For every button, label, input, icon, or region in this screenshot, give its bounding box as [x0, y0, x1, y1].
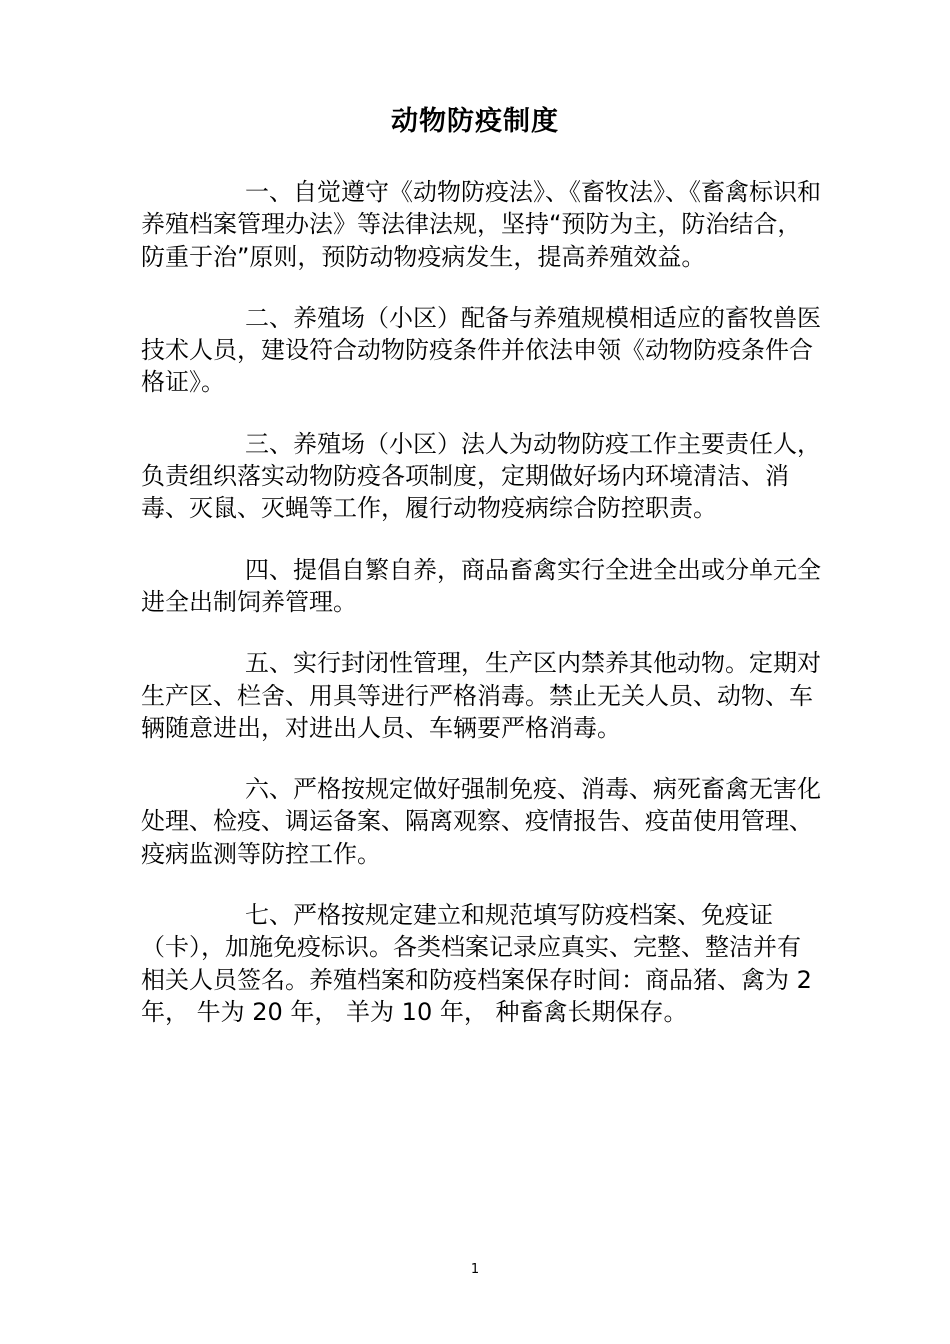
paragraph-6: 六、严格按规定做好强制免疫、消毒、病死畜禽无害化处理、检疫、调运备案、隔离观察、疫情报告、疫苗使用管理、疫病监测等防控工作。 [141, 775, 821, 868]
page-number: 1 [470, 1262, 480, 1277]
paragraph-1: 一、自觉遵守《动物防疫法》、《畜牧法》、《畜禽标识和养殖档案管理办法》等法律法规，坚持“预防为主，防治结合，防重于治”原则，预防动物疫病发生，提高养殖效益。 [141, 178, 821, 271]
document-body [141, 176, 821, 1057]
paragraph-3: 三、养殖场（小区）法人为动物防疫工作主要责任人，负责组织落实动物防疫各项制度，定期做好场内环境清洁、消毒、灭鼠、灭蝇等工作，履行动物疫病综合防控职责。 [141, 429, 821, 523]
paragraph-2: 二、养殖场（小区）配备与养殖规模相适应的畜牧兽医技术人员，建设符合动物防疫条件并依法申领《动物防疫条件合格证》。 [141, 303, 821, 397]
paragraph-7: 七、严格按规定建立和规范填写防疫档案、免疫证（卡），加施免疫标识。各类档案记录应真实、完整、整洁并有相关人员签名。养殖档案和防疫档案保存时间：商品猪、禽为 2 年， 牛为 20 年， 羊为 10 年， 种畜禽长期保存。 [141, 901, 820, 1026]
paragraph-4: 四、提倡自繁自养，商品畜禽实行全进全出或分单元全进全出制饲养管理。 [141, 555, 821, 616]
paragraph-5: 五、实行封闭性管理，生产区内禁养其他动物。定期对生产区、栏舍、用具等进行严格消毒。禁止无关人员、动物、车辆随意进出，对进出人员、车辆要严格消毒。 [141, 649, 821, 742]
document-title: 动物防疫制度 [391, 106, 559, 137]
